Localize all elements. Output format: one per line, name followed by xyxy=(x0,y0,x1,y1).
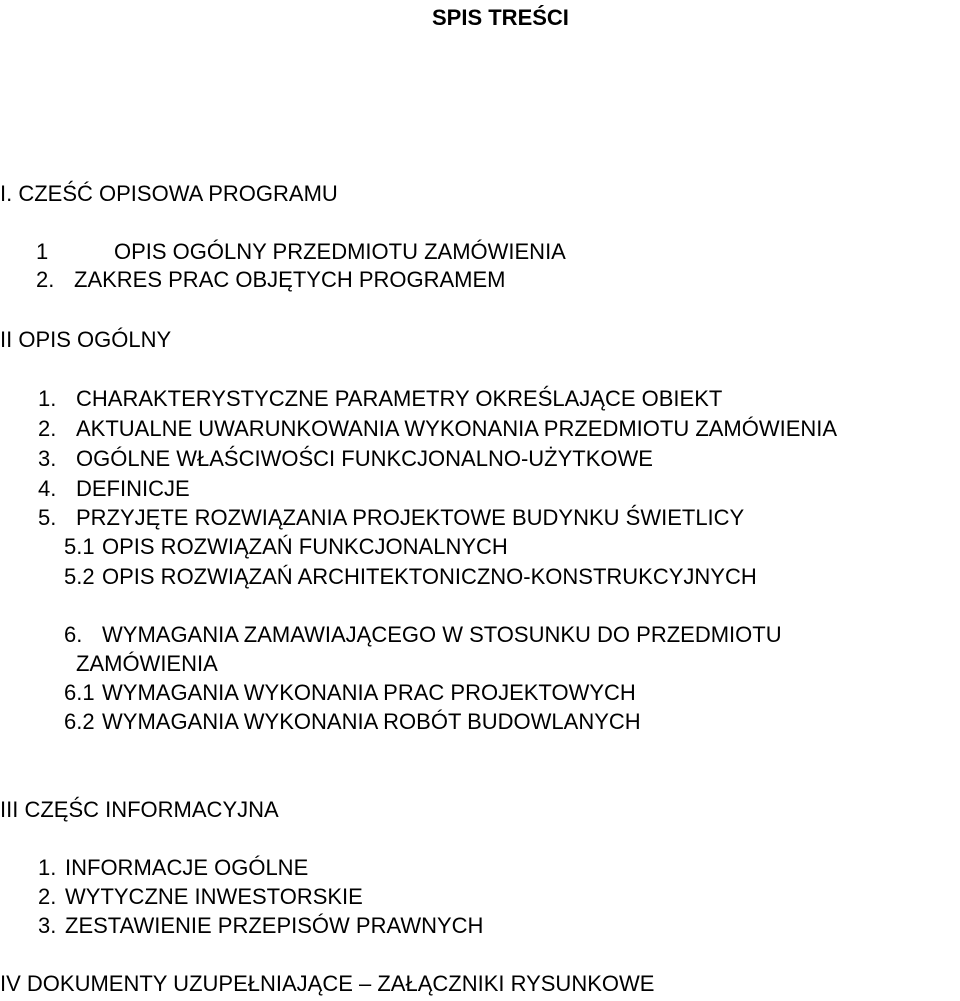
toc-item-text: WYTYCZNE INWESTORSKIE xyxy=(65,884,363,909)
toc-item-text: OPIS ROZWIĄZAŃ FUNKCJONALNYCH xyxy=(102,534,508,559)
toc-item-text: CHARAKTERYSTYCZNE PARAMETRY OKREŚLAJĄCE OBIEKT xyxy=(76,386,723,411)
toc-item-3-2 xyxy=(38,884,363,910)
toc-item-number: 2. xyxy=(38,884,57,909)
toc-item-2-1 xyxy=(38,386,722,412)
toc-item-text: ZESTAWIENIE PRZEPISÓW PRAWNYCH xyxy=(65,913,484,938)
toc-item-2-6 xyxy=(64,622,782,648)
toc-item-text: PRZYJĘTE ROZWIĄZANIA PROJEKTOWE BUDYNKU ŚWIETLICY xyxy=(76,505,745,530)
section-heading-4: IV DOKUMENTY UZUPEŁNIAJĄCE – ZAŁĄCZNIKI RYSUNKOWE xyxy=(0,971,655,996)
toc-item-2-3 xyxy=(38,446,653,472)
toc-item-2-5-2 xyxy=(64,564,757,590)
toc-item-2-6-continuation: ZAMÓWIENIA xyxy=(76,651,218,676)
section-heading-1: I. CZEŚĆ OPISOWA PROGRAMU xyxy=(0,181,338,206)
toc-item-3-3 xyxy=(38,913,483,939)
page-title: SPIS TREŚCI xyxy=(432,5,569,30)
toc-item-number: 5. xyxy=(38,505,57,530)
toc-item-number: 6.1 xyxy=(64,680,95,705)
toc-item-number: 2. xyxy=(36,267,55,292)
toc-item-2-6-2 xyxy=(64,709,641,735)
toc-item-text: DEFINICJE xyxy=(76,476,190,501)
toc-item-3-1 xyxy=(38,855,308,881)
toc-item-text: WYMAGANIA ZAMAWIAJĄCEGO W STOSUNKU DO PRZEDMIOTU xyxy=(102,622,782,647)
toc-item-2-2 xyxy=(38,416,837,442)
toc-item-number: 1 xyxy=(36,239,49,264)
toc-item-number: 6.2 xyxy=(64,709,95,734)
toc-item-number: 6. xyxy=(64,622,83,647)
toc-item-text: WYMAGANIA WYKONANIA ROBÓT BUDOWLANYCH xyxy=(102,709,641,734)
toc-item-number: 5.2 xyxy=(64,564,95,589)
section-heading-3: III CZĘŚC INFORMACYJNA xyxy=(0,797,279,822)
toc-item-number: 5.1 xyxy=(64,534,95,559)
toc-item-2-5 xyxy=(38,505,744,531)
toc-item-2-5-1 xyxy=(64,534,508,560)
toc-item-1-1 xyxy=(36,239,566,265)
toc-item-number: 2. xyxy=(38,416,57,441)
toc-item-number: 3. xyxy=(38,913,57,938)
toc-item-number: 4. xyxy=(38,476,57,501)
toc-item-text: INFORMACJE OGÓLNE xyxy=(65,855,309,880)
toc-item-1-2 xyxy=(36,267,506,293)
toc-item-text: OPIS ROZWIĄZAŃ ARCHITEKTONICZNO-KONSTRUKCYJNYCH xyxy=(102,564,757,589)
toc-item-2-4 xyxy=(38,476,190,502)
toc-item-text: OGÓLNE WŁAŚCIWOŚCI FUNKCJONALNO-UŻYTKOWE xyxy=(76,446,653,471)
toc-item-text: ZAKRES PRAC OBJĘTYCH PROGRAMEM xyxy=(74,267,506,292)
toc-item-number: 1. xyxy=(38,386,57,411)
toc-item-text: AKTUALNE UWARUNKOWANIA WYKONANIA PRZEDMIOTU ZAMÓWIENIA xyxy=(76,416,838,441)
toc-item-number: 3. xyxy=(38,446,57,471)
toc-item-text: WYMAGANIA WYKONANIA PRAC PROJEKTOWYCH xyxy=(102,680,636,705)
toc-item-text: OPIS OGÓLNY PRZEDMIOTU ZAMÓWIENIA xyxy=(114,239,566,264)
section-heading-2: II OPIS OGÓLNY xyxy=(0,327,172,352)
toc-item-number: 1. xyxy=(38,855,57,880)
toc-item-2-6-1 xyxy=(64,680,636,706)
